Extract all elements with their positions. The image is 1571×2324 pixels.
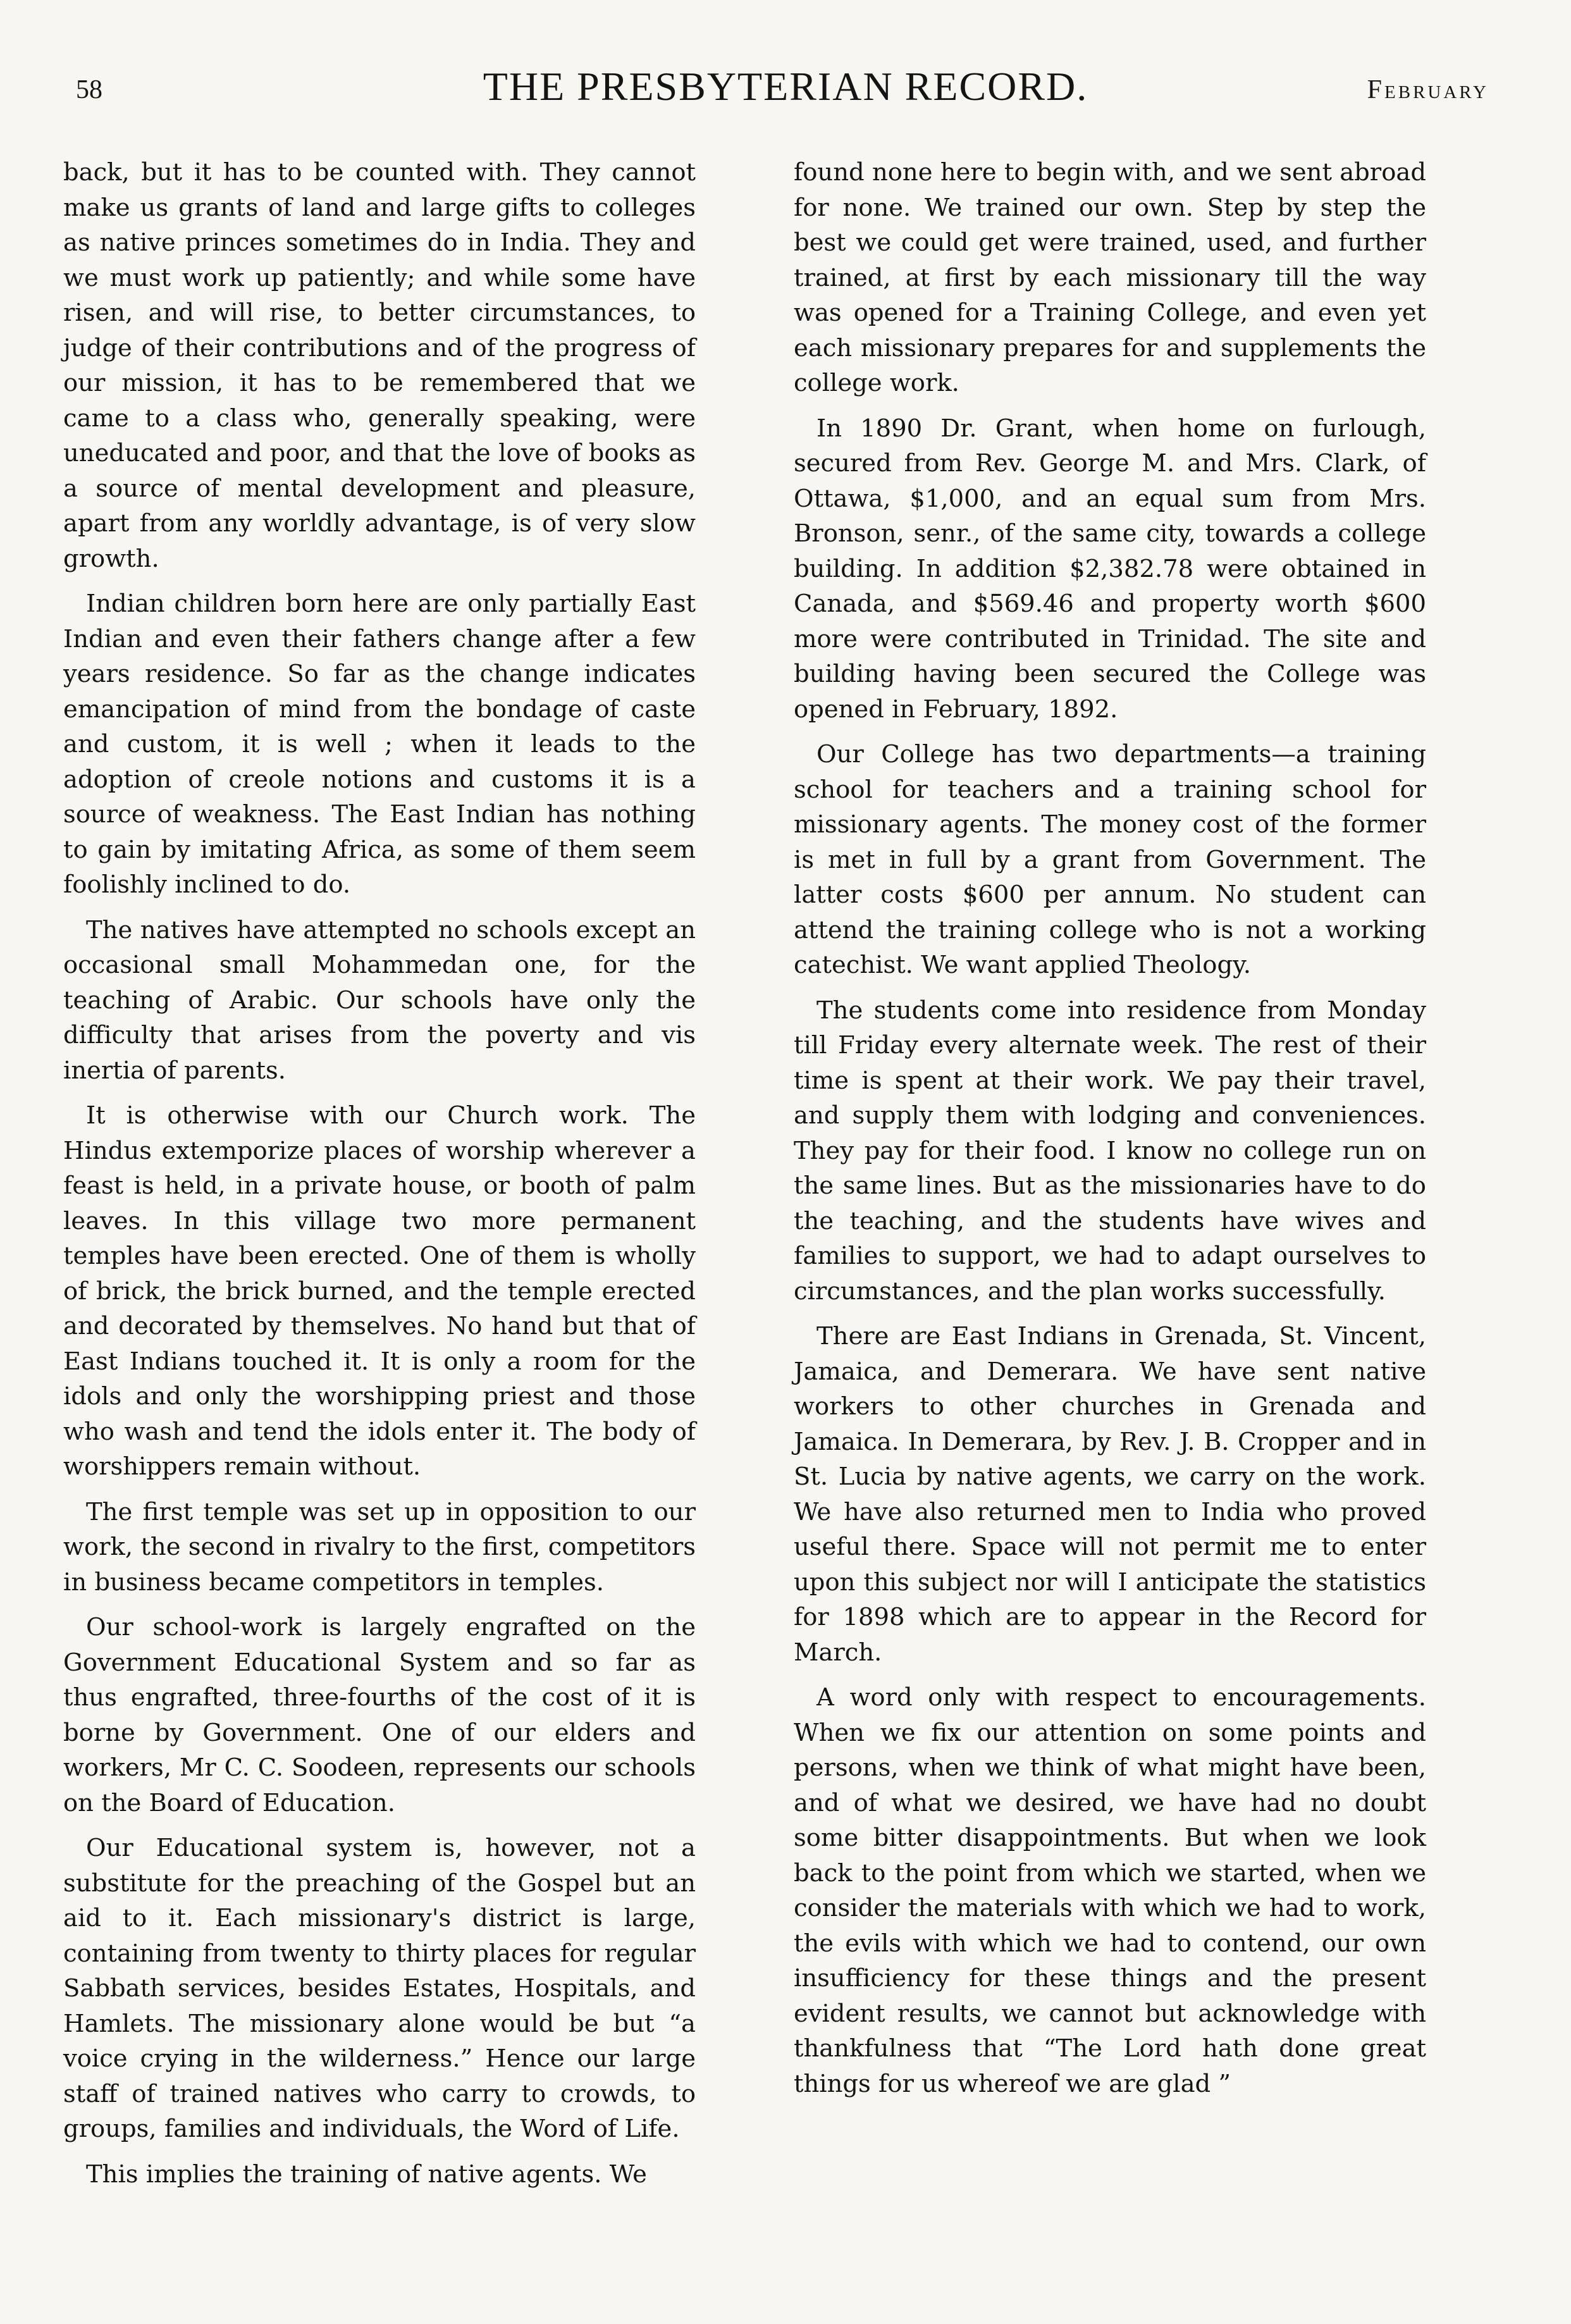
paragraph: The students come into residence from Monday till Friday every alternate week. The rest of their time is spent at their work. We pay their travel, and supply them with lodging and conveniences. They pay for their food. I know no college run on the same lines. But as the missionaries have to do the teaching, and the students have wives and families to support, we had to adapt ourselves to circumstances, and the plan works successfully. <box>794 996 1426 1306</box>
paragraph: Indian children born here are only partially East Indian and even their fathers change after a few years residence. So far as the change indicates emancipation of mind from the bondage of caste and custom, it is well ; when it leads to the adoption of creole notions and customs it is a source of weakness. The East Indian has nothing to gain by imitating Africa, as some of them seem foolishly inclined to do. <box>63 590 696 899</box>
paragraph: Our school-work is largely engrafted on the Government Educational System and so far as thus engrafted, three-fourths of the cost of it is borne by Government. One of our elders and workers, Mr C. C. Soodeen, represents our schools on the Board of Education. <box>63 1613 696 1817</box>
paragraph: There are East Indians in Grenada, St. Vincent, Jamaica, and Demerara. We have sent native workers to other churches in Grenada and Jamaica. In Demerara, by Rev. J. B. Cropper and in St. Lucia by native agents, we carry on the work. We have also returned men to India who proved useful there. Space will not permit me to enter upon this subject nor will I anticipate the statistics for 1898 which are to appear in the Record for March. <box>794 1322 1426 1667</box>
paragraph: A word only with respect to encouragements. When we fix our attention on some points and persons, when we think of what might have been, and of what we desired, we have had no doubt some bitter disappointments. But when we look back to the point from which we started, when we consider the materials with which we had to work, the evils with which we had to contend, our own insufficiency for these things and the present evident results, we cannot but acknowledge with thankfulness that “The Lord hath done great things for us whereof we are glad ” <box>794 1683 1426 2098</box>
paragraph: back, but it has to be counted with. They cannot make us grants of land and large gifts to colleges as native princes sometimes do in India. They and we must work up patiently; and while some have risen, and will rise, to better circumstances, to judge of their contributions and of the progress of our mission, it has to be remembered that we came to a class who, generally speaking, were uneducated and poor, and that the love of books as a source of mental development and pleasure, apart from any worldly advantage, is of very slow growth. <box>63 158 696 573</box>
paragraph: This implies the training of native agents. We <box>86 2160 647 2189</box>
paragraph: In 1890 Dr. Grant, when home on furlough, secured from Rev. George M. and Mrs. Clark, of Ottawa, $1,000, and an equal sum from Mrs. Bronson, senr., of the same city, towards a college building. In addition $2,382.78 were obtained in Canada, and $569.46 and property worth $600 more were contributed in Trinidad. The site and building having been secured the College was opened in February, 1892. <box>794 414 1426 724</box>
issue-month: February <box>1367 75 1489 104</box>
paragraph: Our College has two departments—a training school for teachers and a training school for missionary agents. The money cost of the former is met in full by a grant from Government. The latter costs $600 per annum. No student can attend the training college who is not a working catechist. We want applied Theology. <box>794 740 1426 979</box>
paragraph: It is otherwise with our Church work. The Hindus extemporize places of worship wherever a feast is held, in a private house, or booth of palm leaves. In this village two more permanent temples have been erected. One of them is wholly of brick, the brick burned, and the temple erected and decorated by themselves. No hand but that of East Indians touched it. It is only a room for the idols and only the worshipping priest and those who wash and tend the idols enter it. The body of worshippers remain without. <box>63 1101 696 1481</box>
right-column <box>794 155 1426 2111</box>
paragraph: The natives have attempted no schools except an occasional small Mohammedan one, for the teaching of Arabic. Our schools have only the difficulty that arises from the poverty and vis inertia of parents. <box>63 915 696 1085</box>
journal-title: THE PRESBYTERIAN RECORD. <box>483 64 1088 109</box>
paragraph: found none here to begin with, and we sent abroad for none. We trained our own. Step by step the best we could get were trained, used, and further trained, at first by each missionary till the way was opened for a Training College, and even yet each missionary prepares for and supplements the college work. <box>794 158 1426 397</box>
page-number: 58 <box>76 75 102 104</box>
paragraph: The first temple was set up in opposition to our work, the second in rivalry to the first, competitors in business became competitors in temples. <box>63 1497 696 1597</box>
page-header <box>0 63 1571 114</box>
paragraph: Our Educational system is, however, not a substitute for the preaching of the Gospel but an aid to it. Each missionary's district is large, containing from twenty to thirty places for regular Sabbath services, besides Estates, Hospitals, and Hamlets. The missionary alone would be but “a voice crying in the wilderness.” Hence our large staff of trained natives who carry to crowds, to groups, families and individuals, the Word of Life. <box>63 1834 696 2143</box>
left-column <box>63 155 696 2202</box>
